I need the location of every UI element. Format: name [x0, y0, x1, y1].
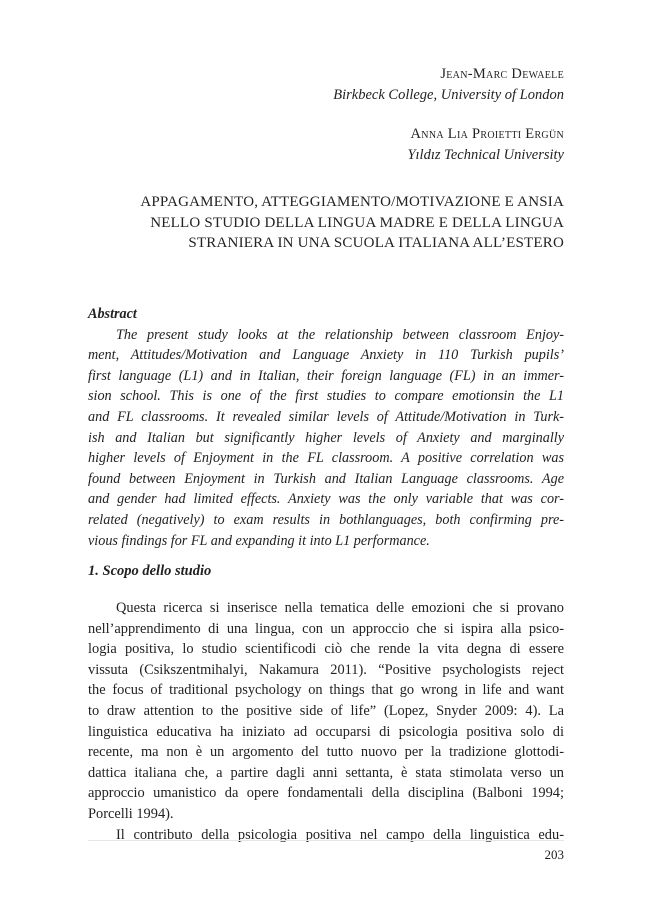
body-line: to draw attention to the positive side of life” (Lopez, Snyder 2009: 4). La: [88, 702, 564, 719]
page-number: 203: [544, 847, 564, 862]
abstract-line: vious findings for FL and expanding it into L1 performance.: [88, 532, 430, 549]
author-entry: [333, 124, 564, 166]
author-name: Anna Lia Proietti Ergün: [410, 126, 564, 142]
body-line: linguistica educativa ha iniziato ad occuparsi di psicologia positiva solo di: [88, 723, 564, 740]
body-line: recente, ma non è un argomento del tutto nuovo per la tradizione glottodi-: [88, 744, 564, 761]
body-line: dattica italiana che, a partire dagli anni settanta, è stata stimolata verso un: [88, 764, 564, 781]
abstract-line: ish and Italian but significantly higher levels of Anxiety and marginally: [88, 429, 564, 446]
body-line: vissuta (Csikszentmihalyi, Nakamura 2011). “Positive psychologists reject: [88, 661, 564, 678]
title-line: NELLO STUDIO DELLA LINGUA MADRE E DELLA LINGUA: [150, 214, 564, 231]
body-line: Il contributo della psicologia positiva nel campo della linguistica edu-: [116, 826, 564, 843]
body-line: Questa ricerca si inserisce nella tematica delle emozioni che si provano: [116, 600, 564, 616]
abstract-line: found between Enjoyment in Turkish and Italian Language classrooms. Age: [88, 470, 564, 487]
body-line: nell’apprendimento di una lingua, con un approccio che si ispira alla psico-: [88, 620, 564, 637]
abstract-line: sion school. This is one of the first studies to compare emotionsin the L1: [88, 388, 564, 405]
author-block: [333, 64, 564, 166]
author-name: Jean-Marc Dewaele: [440, 66, 564, 82]
title-line: APPAGAMENTO, ATTEGGIAMENTO/MOTIVAZIONE E ANSIA: [140, 194, 564, 210]
body-line: approccio umanistico da opere fondamentali della disciplina (Balboni 1994;: [88, 785, 564, 802]
abstract-line: related (negatively) to exam results in bothlanguages, both confirming pre-: [88, 511, 564, 528]
abstract-line: The present study looks at the relationship between classroom Enjoy-: [116, 326, 564, 343]
abstract-line: ment, Attitudes/Motivation and Language Anxiety in 110 Turkish pupils’: [88, 347, 564, 364]
author-affiliation: Yıldız Technical University: [407, 147, 564, 163]
section-heading: 1. Scopo dello studio: [88, 563, 212, 579]
abstract-line: first language (L1) and in Italian, their foreign language (FL) in an immer-: [88, 367, 564, 384]
body-line: Porcelli 1994).: [88, 805, 174, 822]
body-line: logia positiva, lo studio scientificodi ciò che rende la vita degna di essere: [88, 641, 564, 658]
abstract-line: higher levels of Enjoyment in the FL classroom. A positive correlation was: [88, 450, 564, 467]
author-affiliation: Birkbeck College, University of London: [333, 87, 564, 103]
footer-divider: [88, 840, 564, 841]
author-entry: [333, 64, 564, 106]
title-line: STRANIERA IN UNA SCUOLA ITALIANA ALL’ESTERO: [188, 235, 564, 251]
abstract: [88, 304, 564, 551]
paper-title: [100, 192, 564, 254]
body-line: the focus of traditional psychology on things that go wrong in life and want: [88, 682, 564, 699]
body-text: [88, 598, 564, 845]
abstract-line: and FL classrooms. It revealed similar levels of Attitude/Motivation in Turk-: [88, 408, 564, 425]
abstract-heading: Abstract: [88, 306, 137, 322]
abstract-line: and gender had limited effects. Anxiety was the only variable that was cor-: [88, 491, 564, 508]
